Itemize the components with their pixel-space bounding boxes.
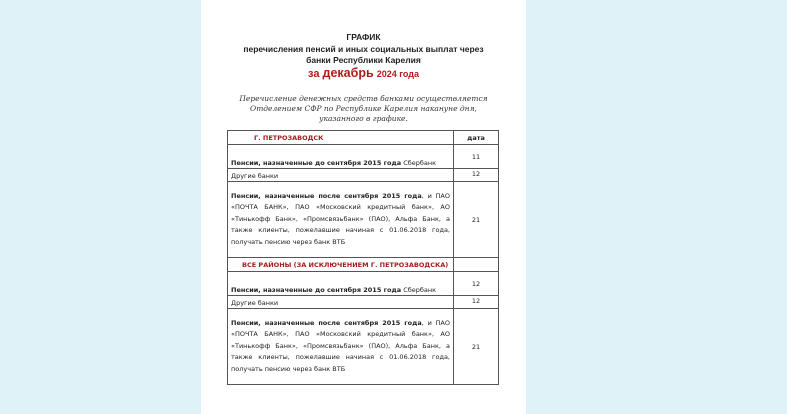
- doc-month-line: [201, 66, 526, 80]
- row-date: 21: [454, 182, 499, 258]
- doc-title: ГРАФИК: [346, 32, 381, 42]
- doc-subtitle-line2: банки Республики Карелия: [306, 55, 421, 65]
- row-date: 11: [454, 145, 499, 169]
- note-line3: указанного в графике.: [319, 114, 408, 123]
- section-row-date-cell: [454, 258, 499, 272]
- row-description: Другие банки: [228, 169, 454, 182]
- table-row: [228, 182, 499, 258]
- doc-subtitle-line1: перечисления пенсий и иных социальных выплат через: [243, 44, 484, 54]
- month-name: декабрь: [322, 66, 374, 80]
- date-column-header: дата: [454, 131, 499, 145]
- table-row: [228, 272, 499, 296]
- month-year: 2024 года: [376, 69, 419, 79]
- row-date: 12: [454, 296, 499, 309]
- table-row: [228, 169, 499, 182]
- row-description: Другие банки: [228, 296, 454, 309]
- row-description: Пенсии, назначенные после сентября 2015 года, и ПАО «ПОЧТА БАНК», ПАО «Московский кредитный банк», АО «Тинькофф Банк», «Промсвязьбанк» (ПАО), Альфа Банк, а также клиенты, пожелавшие начиная с 01.06.2018 года, получать пенсию через банк ВТБ: [228, 309, 454, 385]
- note-line2: Отделением СФР по Республике Карелия накануне дня,: [250, 104, 477, 113]
- row-date: 21: [454, 309, 499, 385]
- row-description: Пенсии, назначенные до сентября 2015 года Сбербанк: [228, 145, 454, 169]
- table-row: [228, 309, 499, 385]
- note-line1: Перечисление денежных средств банками осуществляется: [239, 94, 488, 103]
- schedule-table: [227, 130, 499, 385]
- row-description: Пенсии, назначенные после сентября 2015 года, и ПАО «ПОЧТА БАНК», ПАО «Московский кредитный банк», АО «Тинькофф Банк», «Промсвязьбанк» (ПАО), Альфа Банк, а также клиенты, пожелавшие начиная с 01.06.2018 года, получать пенсию через банк ВТБ: [228, 182, 454, 258]
- document-page: [201, 0, 526, 414]
- table-row: [228, 145, 499, 169]
- row-description: Пенсии, назначенные до сентября 2015 года Сбербанк: [228, 272, 454, 296]
- section-title-districts: ВСЕ РАЙОНЫ (ЗА ИСКЛЮЧЕНИЕМ Г. ПЕТРОЗАВОДСКА): [228, 258, 454, 272]
- section-title-petrozavodsk: Г. ПЕТРОЗАВОДСК: [228, 131, 454, 145]
- section-row: [228, 258, 499, 272]
- month-prefix: за: [308, 68, 320, 80]
- row-date: 12: [454, 272, 499, 296]
- row-date: 12: [454, 169, 499, 182]
- table-row: [228, 296, 499, 309]
- table-header-row: [228, 131, 499, 145]
